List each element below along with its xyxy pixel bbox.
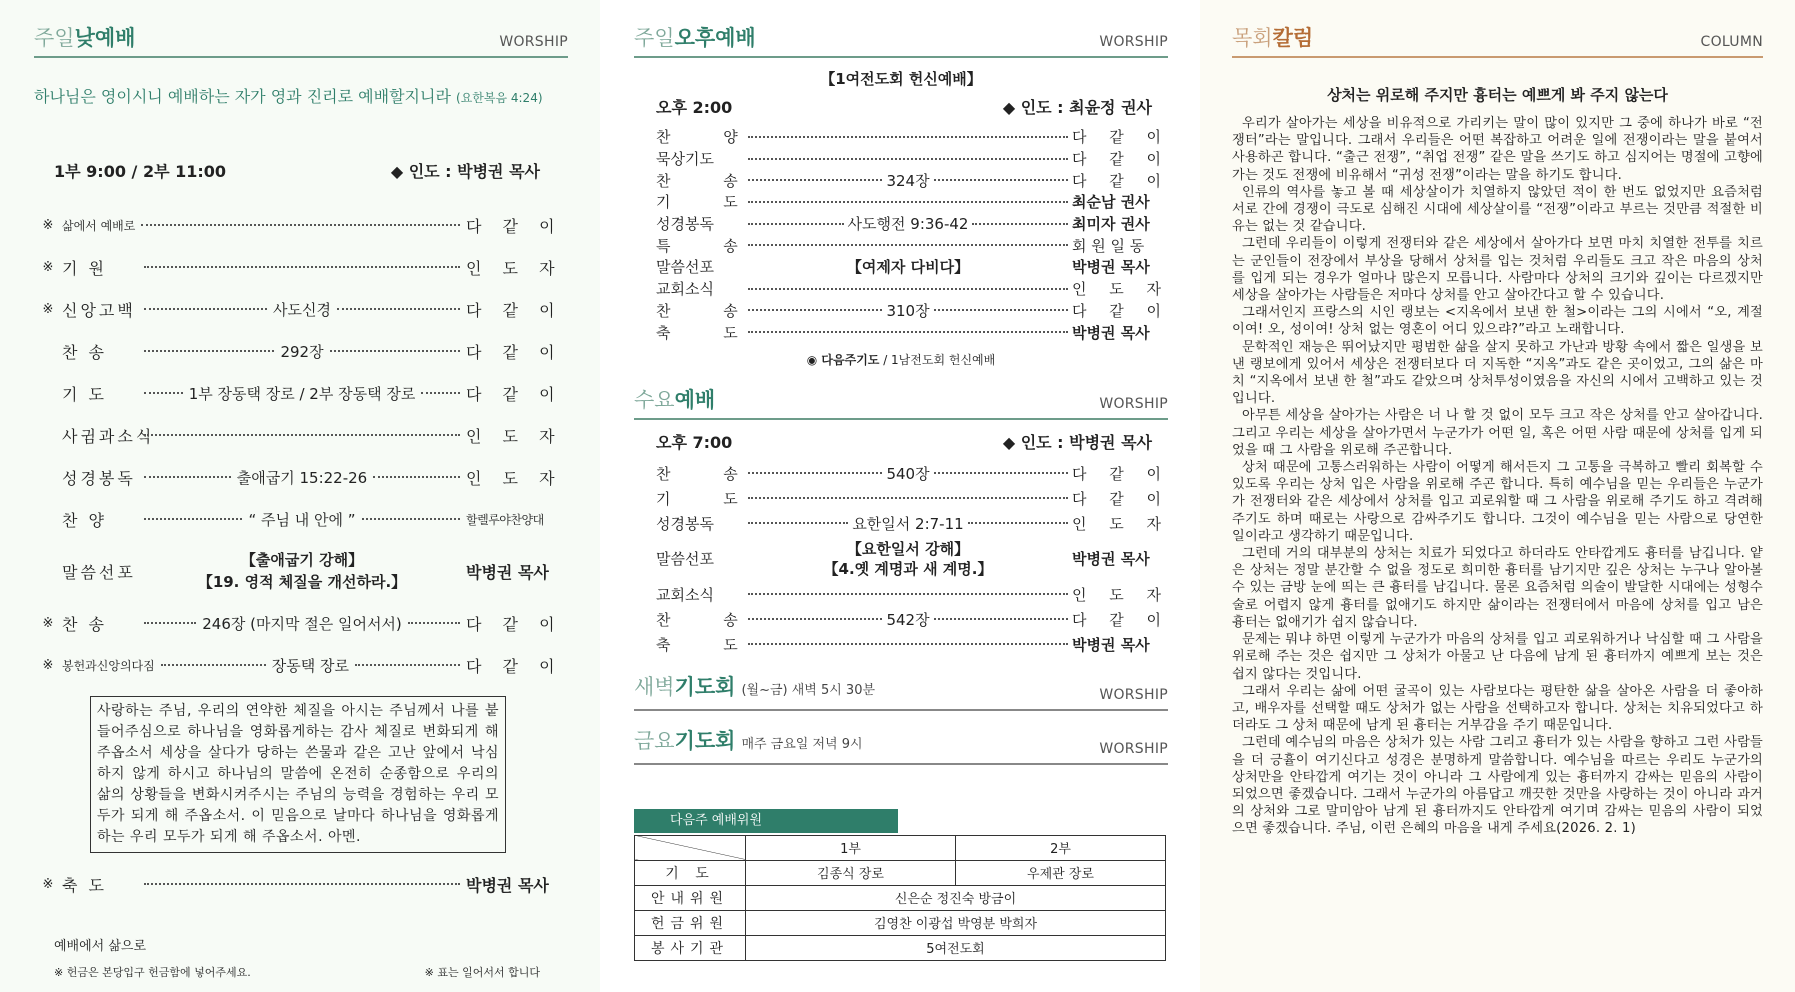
order-person: 박병권 목사 — [466, 562, 549, 582]
dot-leader — [748, 522, 848, 524]
column-paragraph: 문제는 뭐냐 하면 이렇게 누군가가 마음의 상처를 입고 괴로워하거나 낙심할 때 그 사람을 위로해 주는 것은 쉽지만 그 상처가 아물고 난 다음에 남게 된 흉터까지 예쁘게 보는 것은 쉽지 않다는 것입니다. — [1232, 632, 1763, 682]
section-tag: WORSHIP — [499, 34, 568, 50]
dot-leader — [934, 179, 1068, 181]
standing-note: ※ 표는 일어서서 합니다 — [424, 966, 540, 979]
service-time-row — [54, 159, 540, 182]
order-person: 다 같 이 — [1072, 489, 1171, 508]
order-label: 찬 송 — [656, 301, 762, 320]
order-person: 인 도 자 — [466, 258, 563, 278]
section-header-morning: 주일낮예배 WORSHIP — [34, 26, 568, 58]
order-label: 특 송 — [656, 236, 762, 255]
order-row — [656, 234, 1152, 256]
order-label: 기 원 — [62, 258, 107, 278]
benediction-row-wrap — [34, 863, 549, 905]
wednesday-time: 오후 7:00 — [656, 432, 733, 452]
order-row — [656, 321, 1152, 343]
roster-table — [634, 835, 1166, 961]
dot-leader — [144, 476, 231, 478]
dot-leader — [144, 622, 196, 624]
order-row — [34, 246, 563, 288]
afternoon-order — [656, 126, 1171, 343]
order-row — [656, 278, 1171, 300]
order-label: 사귐과소식 — [62, 426, 155, 446]
order-row — [656, 191, 1152, 213]
roster-role: 안내위원 — [635, 885, 746, 910]
order-person: 최미자 권사 — [1072, 215, 1150, 234]
roster-names: 김영찬 이광섭 박영분 박희자 — [746, 910, 1166, 935]
order-detail: 292장 — [280, 342, 324, 361]
order-person: 인 도 자 — [466, 426, 563, 446]
order-detail: 324장 — [886, 171, 930, 190]
order-row — [34, 288, 563, 330]
offering-note: ※ 헌금은 본당입구 헌금함에 넣어주세요. — [54, 966, 251, 979]
roster-header-cell: 1부 — [746, 835, 956, 860]
order-detail: 246장 (마지막 절은 일어서서) — [202, 614, 402, 633]
order-row — [656, 169, 1171, 191]
order-person: 할렐루야찬양대 — [466, 512, 544, 527]
dot-leader — [748, 136, 1068, 138]
roster-row — [635, 910, 1166, 935]
required-mark: ※ — [42, 301, 54, 317]
order-label: 기 도 — [62, 384, 107, 404]
order-label: 찬 송 — [656, 464, 762, 483]
dot-leader — [144, 392, 183, 394]
order-label: 말씀선포 — [62, 562, 136, 582]
column-paragraph: 그래서인지 프랑스의 시인 랭보는 <지옥에서 보낸 한 철>이라는 그의 시에서 “오, 계절이여! 오, 성이여! 상처 없는 영혼이 어디 있으랴?”라고 노래합니다. — [1232, 305, 1763, 338]
dot-leader — [355, 664, 460, 666]
column-body — [1232, 115, 1763, 838]
order-label: 찬 송 — [656, 171, 762, 190]
order-person: 다 같 이 — [466, 384, 563, 404]
dot-leader — [934, 618, 1068, 620]
order-row — [656, 582, 1171, 607]
order-row — [656, 511, 1171, 536]
section-header-wednesday: 수요예배 WORSHIP — [634, 388, 1168, 420]
dot-leader — [748, 244, 1068, 246]
order-label: 성경봉독 — [656, 514, 714, 533]
wednesday-order — [656, 461, 1171, 536]
order-person: 인 도 자 — [1072, 585, 1171, 604]
dot-leader — [144, 434, 460, 436]
order-label: 축 도 — [656, 635, 762, 654]
dot-leader — [144, 518, 242, 520]
column-paragraph: 아무튼 세상을 살아가는 사람은 너 나 할 것 없이 모두 크고 작은 상처를 안고 살아갑니다. 그리고 우리는 세상을 살아가면서 누군가가 어떤 일, 혹은 어떤 사람 때문에 상처를 입게 되었을 때 그 사람을 위로해 주곤합니다. — [1232, 408, 1763, 458]
required-mark: ※ — [42, 657, 54, 673]
order-person: 박병권 목사 — [1072, 258, 1150, 277]
dot-leader — [934, 472, 1068, 474]
roster-row — [635, 935, 1166, 960]
dot-leader — [141, 224, 460, 226]
order-label: 삶에서 예배로 — [62, 218, 136, 233]
dot-leader — [934, 309, 1068, 311]
dot-leader — [408, 622, 460, 624]
order-label: 찬 양 — [656, 128, 762, 147]
section-header-afternoon: 주일오후예배 WORSHIP — [634, 26, 1168, 58]
section-header-column: 목회칼럼 COLUMN — [1232, 26, 1763, 58]
order-row — [34, 372, 563, 414]
roster-role: 기 도 — [635, 860, 746, 885]
order-row — [656, 256, 1152, 278]
dot-leader — [421, 392, 460, 394]
order-row — [656, 461, 1171, 486]
order-label: 찬 송 — [62, 614, 107, 634]
dot-leader — [968, 522, 1068, 524]
order-label: 축 도 — [656, 323, 762, 342]
column-paragraph: 문학적인 재능은 뛰어났지만 평범한 삶을 살지 못하고 가난과 방황 속에서 짧은 일생을 보낸 랭보에게 있어서 세상은 전쟁터보다 더 지독한 “지옥”과도 같은 곳이었고, 그의 삶은 마치 “지옥에서 보낸 한 철”과도 같았으며 상처투성이였음을 자신의 시에서 고백하고 있는 것입니다. — [1232, 339, 1763, 407]
sermon-title: 【출애굽기 강해】 【19. 영적 체질을 개선하라.】 — [197, 551, 407, 591]
wednesday-leader: ◆ 인도 : 박병권 목사 — [1002, 432, 1152, 452]
column-paragraph: 그런데 예수님의 마음은 상처가 있는 사람 그리고 흉터가 있는 사람을 향하고 그런 사람들을 더 긍휼이 여기신다고 성경은 분명하게 말씀합니다. 예수님을 따르는 우리도 누군가의 상처만을 안타깝게 여기는 것이 아니라 그 사람에게 있는 흉터까지 감싸는 믿음의 사람이 되었으면 좋겠습니다. 그래서 누군가의 아름답고 깨끗한 것만을 사랑하는 것이 아니라 과거의 상처와 그로 말미암아 남게 된 흉터까지도 안타깝게 여기며 감싸는 믿음의 사람이 되었으면 좋겠습니다. 주님, 이런 은혜의 마음을 내게 주세요(2026. 2. 1) — [1232, 735, 1763, 837]
column-paragraph: 인류의 역사를 놓고 볼 때 세상살이가 치열하지 않았던 적이 한 번도 없었지만 요즘처럼 서로 간에 경쟁이 극도로 심해진 시대에 세상살이를 “전쟁”이라고 부르는 것만큼 적절한 비유는 없는 것 같습니다. — [1232, 184, 1763, 235]
section-header-friday: 금요기도회 매주 금요일 저녁 9시 WORSHIP — [634, 729, 1168, 765]
left-footer: 예배에서 삶으로 ※ 헌금은 본당입구 헌금함에 넣어주세요. ※ 표는 일어서서 합니다 — [54, 939, 540, 979]
wednesday-order-2 — [656, 582, 1171, 657]
sunday-morning-panel — [0, 0, 600, 992]
order-label: 기 도 — [656, 193, 762, 212]
order-label: 교회소식 — [656, 585, 714, 604]
afternoon-panel — [600, 0, 1200, 992]
column-panel — [1200, 0, 1795, 992]
wednesday-sermon-row: 말씀선포 【요한일서 강해】 【4.옛 계명과 새 계명.】 박병권 목사 — [656, 539, 1150, 578]
roster-names: 5여전도회 — [746, 935, 1166, 960]
sermon-row — [34, 540, 549, 602]
required-mark: ※ — [42, 259, 54, 275]
order-label: 찬 양 — [62, 510, 107, 530]
order-row — [656, 300, 1171, 322]
order-detail: “ 주님 내 안에 ” — [248, 510, 356, 529]
order-row — [656, 632, 1152, 657]
roster-row — [635, 885, 1166, 910]
order-person: 인 도 자 — [466, 468, 563, 488]
dot-leader — [748, 497, 1068, 499]
order-person: 회 원 일 동 — [1072, 236, 1145, 255]
order-person: 다 같 이 — [1072, 171, 1171, 190]
order-detail: 1부 장동택 장로 / 2부 장동택 장로 — [188, 384, 416, 403]
column-paragraph: 그런데 거의 대부분의 상처는 치료가 되었다고 하더라도 안타깝게도 흉터를 남깁니다. 얕은 상처는 정말 분간할 수 없을 정도로 희미한 흉터를 남기지만 깊은 상처는 누구나 알아볼 수 있는 금방 눈에 띄는 큰 흉터를 남깁니다. 물론 요즘처럼 의술이 발달한 시대에는 성형수술로 어렵지 않게 흉터를 없애기도 하지만 삶이라는 전쟁터에서 마음에 상처를 입고 남은 흉터는 없애기가 쉽지 않습니다. — [1232, 546, 1763, 630]
order-label: 교회소식 — [656, 280, 714, 299]
order-detail: 사도행전 9:36-42 — [847, 215, 969, 234]
service-leader: ◆ 인도 : 박병권 목사 — [390, 162, 540, 181]
dot-leader — [373, 476, 460, 478]
dot-leader — [144, 350, 274, 352]
order-label: 성경봉독 — [62, 468, 136, 488]
dot-leader — [362, 518, 460, 520]
dot-leader — [144, 308, 267, 310]
benediction-row: ※ 축 도 박병권 목사 — [42, 875, 549, 895]
service-time: 1부 9:00 / 2부 11:00 — [54, 162, 227, 181]
order-detail: 【여제자 다비다】 — [846, 258, 970, 277]
next-week-note: ◉ 다음주기도 / 1남전도회 헌신예배 — [806, 352, 996, 367]
order-row — [656, 148, 1171, 170]
dot-leader — [748, 158, 1068, 160]
dot-leader — [337, 308, 460, 310]
column-title: 상처는 위로해 주지만 흉터는 예쁘게 봐 주지 않는다 — [1327, 86, 1668, 104]
order-person: 다 같 이 — [1072, 610, 1171, 629]
dot-leader — [748, 179, 882, 181]
dot-leader — [161, 664, 266, 666]
order-person: 다 같 이 — [1072, 150, 1171, 169]
order-label: 찬 송 — [656, 610, 762, 629]
roster-role: 봉사기관 — [635, 935, 746, 960]
order-person: 다 같 이 — [1072, 464, 1171, 483]
order-label: 묵상기도 — [656, 150, 714, 169]
dot-leader — [144, 266, 460, 268]
order-person: 박병권 목사 — [1072, 323, 1150, 342]
order-row — [656, 486, 1171, 511]
order-label: 봉헌과신앙의다짐 — [62, 658, 155, 673]
order-row — [656, 213, 1152, 235]
roster-header-row — [635, 835, 1166, 860]
dot-leader — [972, 223, 1068, 225]
order-detail: 요한일서 2:7-11 — [852, 514, 964, 533]
dot-leader — [748, 593, 1068, 595]
order-row — [34, 204, 563, 246]
dot-leader — [748, 618, 882, 620]
order-person: 인 도 자 — [1072, 280, 1171, 299]
order-label: 찬 송 — [62, 342, 107, 362]
dot-leader — [748, 331, 1068, 333]
dot-leader — [748, 643, 1068, 645]
theme-verse: 하나님은 영이시니 예배하는 자가 영과 진리로 예배할지니라 (요한복음 4:24) — [34, 87, 543, 106]
roster-row — [635, 860, 1166, 885]
order-row — [34, 602, 563, 644]
roster-role: 헌금위원 — [635, 910, 746, 935]
order-of-service — [34, 204, 563, 686]
order-person: 인 도 자 — [1072, 514, 1171, 533]
order-person: 최순남 권사 — [1072, 193, 1150, 212]
order-detail: 540장 — [886, 464, 930, 483]
roster-names: 우제관 장로 — [956, 860, 1166, 885]
order-label: 기 도 — [656, 489, 762, 508]
order-detail: 출애굽기 15:22-26 — [236, 468, 368, 487]
roster-names: 김종식 장로 — [746, 860, 956, 885]
order-row — [34, 644, 563, 686]
order-row — [34, 330, 563, 372]
order-person: 다 같 이 — [466, 342, 563, 362]
order-row — [656, 607, 1171, 632]
order-person: 박병권 목사 — [1072, 635, 1150, 654]
order-label: 성경봉독 — [656, 215, 714, 234]
dot-leader — [748, 309, 882, 311]
order-detail: 사도신경 — [273, 300, 331, 319]
order-person: 다 같 이 — [466, 300, 563, 320]
roster-names: 신은순 정진숙 방금이 — [746, 885, 1166, 910]
dot-leader — [748, 201, 1068, 203]
order-person: 다 같 이 — [466, 656, 563, 676]
dot-leader — [330, 350, 460, 352]
order-person: 다 같 이 — [466, 216, 563, 236]
dot-leader — [748, 288, 1068, 290]
roster-header-cell — [635, 835, 746, 860]
dot-leader — [748, 472, 882, 474]
order-row — [34, 414, 563, 456]
order-row — [656, 126, 1171, 148]
order-row — [34, 456, 563, 498]
section-header-dawn: 새벽기도회 (월~금) 새벽 5시 30분 WORSHIP — [634, 675, 1168, 711]
order-detail: 310장 — [886, 301, 930, 320]
order-person: 다 같 이 — [1072, 128, 1171, 147]
afternoon-leader: ◆ 인도 : 최윤정 권사 — [1002, 98, 1152, 117]
roster-header-cell: 2부 — [956, 835, 1166, 860]
order-label: 신앙고백 — [62, 300, 136, 320]
order-person: 다 같 이 — [1072, 301, 1171, 320]
order-person: 다 같 이 — [466, 614, 563, 634]
column-paragraph: 그래서 우리는 삶에 어떤 굴곡이 있는 사람보다는 평탄한 삶을 살아온 사람을 더 좋아하고, 배우자를 선택할 때도 상처가 없는 사람을 선택하고자 합니다. 상처는 치유되었다고 하더라도 그 상처 때문에 남게 된 흉터는 거부감을 주기 때문입니다. — [1232, 683, 1763, 734]
afternoon-time: 오후 2:00 — [656, 98, 733, 117]
required-mark: ※ — [42, 217, 54, 233]
order-detail: 장동택 장로 — [271, 656, 349, 675]
dot-leader — [748, 223, 844, 225]
order-row — [34, 498, 544, 540]
order-label: 말씀선포 — [656, 258, 714, 277]
column-paragraph: 우리가 살아가는 세상을 비유적으로 가리키는 말이 많이 있지만 그 중에 하나가 바로 “전쟁터”라는 말입니다. 그래서 우리들은 어떤 복잡하고 어려운 일에 전쟁이라는 말을 붙여서 사용하곤 합니다. “출근 전쟁”, “취업 전쟁” 같은 말을 쓰기도 하고 심지어는 명절에 고향에 가는 것도 전쟁에 비유해서 “귀성 전쟁”이라는 말을 하기도 합니다. — [1232, 116, 1763, 183]
order-detail: 542장 — [886, 610, 930, 629]
column-paragraph: 상처 때문에 고통스러워하는 사람이 어떻게 해서든지 그 고통을 극복하고 빨리 회복할 수 있도록 우리는 상처 입은 사람을 위로해 주곤 합니다. 특히 예수님을 믿는 우리들은 누군가가 전쟁터와 같은 세상에서 상처를 입고 괴로워할 때 그 사람을 위로해 주기도 하고 격려해 주기도 하며 때로는 사랑으로 감싸주기도 합니다. 그것이 예수님을 믿는 사람으로 당연한 일이라고 생각하기 때문입니다. — [1232, 460, 1763, 544]
prayer-box: 사랑하는 주님, 우리의 연약한 체질을 아시는 주님께서 나를 붙들어주심으로 하나님을 영화롭게하는 감사 체질로 변화되게 해 주옵소서 세상을 살다가 당하는 쓴물과 같은 고난 앞에서 낙심하지 않게 하시고 하나님의 말씀에 온전히 순종함으로 우리의 삶의 상황들을 변화시켜주시는 주님의 능력을 경험하는 우리 모두가 되게 해 주옵소서. 이 믿음으로 날마다 하나님을 영화롭게하는 우리 모두가 되게 해 주옵소서. 아멘. — [90, 696, 506, 853]
required-mark: ※ — [42, 615, 54, 631]
afternoon-title: 【1여전도회 헌신예배】 — [820, 70, 982, 88]
column-paragraph: 그런데 우리들이 이렇게 전쟁터와 같은 세상에서 살아가다 보면 마치 치열한 전투를 치르는 군인들이 전장에서 부상을 당해서 상처를 입는 것처럼 우리들도 크고 작은 마음의 상처를 입게 되는 경우가 얼마나 많은지 모릅니다. 사람마다 상처의 크기와 깊이는 다르겠지만 세상을 살아가는 사람들은 저마다 상처를 안고 살아간다고 할 수 있습니다. — [1232, 236, 1763, 304]
roster-title: 다음주 예배위원 — [634, 809, 898, 833]
